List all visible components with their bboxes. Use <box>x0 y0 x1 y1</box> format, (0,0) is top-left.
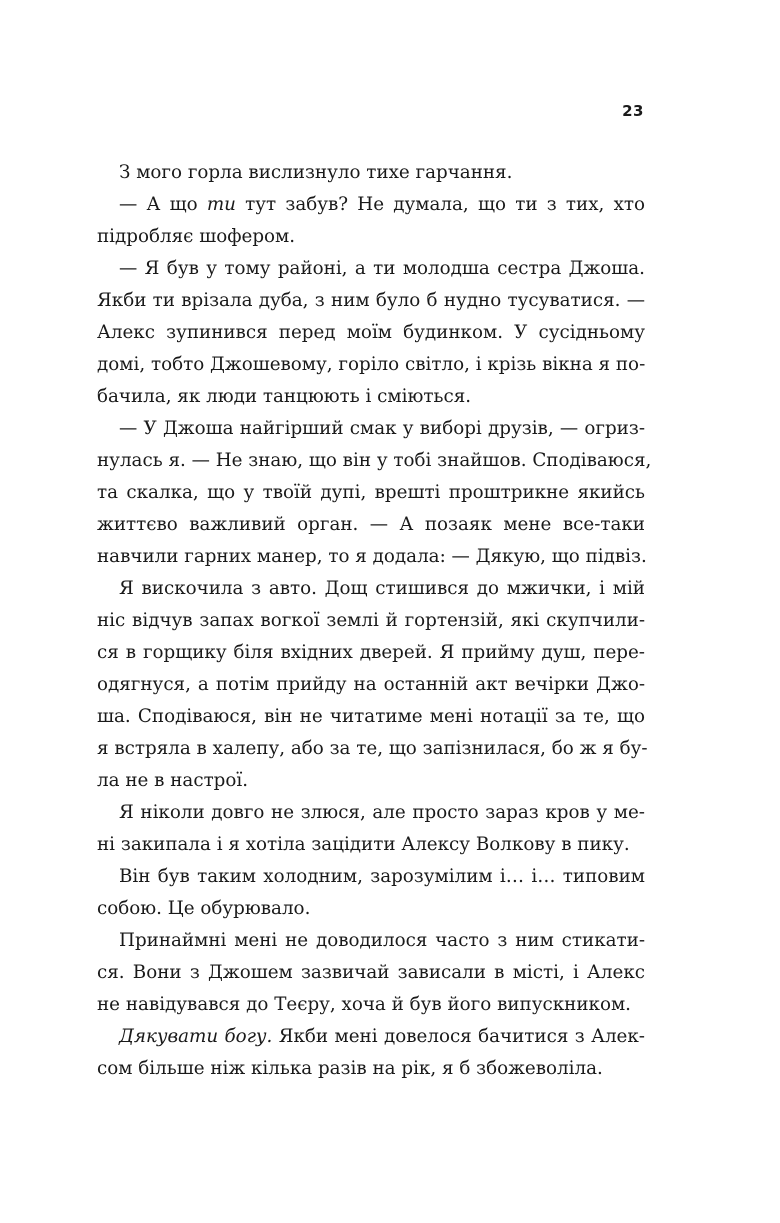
text-segment: сом більше ніж кілька разів на рік, я б збожеволіла. <box>97 1058 603 1079</box>
text-line <box>97 413 645 445</box>
text-line <box>97 573 645 605</box>
text-segment: ла не в настрої. <box>97 770 249 791</box>
text-line <box>97 317 645 349</box>
text-line <box>97 221 645 253</box>
text-line <box>97 765 645 797</box>
text-segment: — Я був у тому районі, а ти молодша сестра Джоша. <box>119 258 645 279</box>
text-line <box>97 797 645 829</box>
text-line <box>97 1053 645 1085</box>
text-line <box>97 1021 645 1053</box>
text-segment: навчили гарних манер, то я додала: — Дякую, що підвіз. <box>97 546 647 567</box>
text-line <box>97 477 645 509</box>
text-segment: — У Джоша найгірший смак у виборі друзів, — огриз- <box>119 418 645 439</box>
text-segment: я встряла в халепу, або за те, що запізнилася, бо ж я бу- <box>97 738 648 759</box>
italic-text: Дякувати богу. <box>119 1026 273 1047</box>
text-segment: — А що <box>119 194 207 215</box>
text-segment: Якби ти врізала дуба, з ним було б нудно тусуватися. — <box>97 290 645 311</box>
text-segment: нулась я. — Не знаю, що він у тобі знайшов. Сподіваюся, <box>97 450 652 471</box>
italic-text: ти <box>206 194 236 215</box>
text-line <box>97 285 645 317</box>
text-line <box>97 509 645 541</box>
text-line <box>97 541 645 573</box>
text-segment: домі, тобто Джошевому, горіло світло, і крізь вікна я по- <box>97 354 646 375</box>
text-line <box>97 925 645 957</box>
text-line <box>97 349 645 381</box>
text-segment: Я ніколи довго не злюся, але просто зараз кров у ме- <box>119 802 645 823</box>
text-segment: Він був таким холодним, зарозумілим і… і… типовим <box>119 866 645 887</box>
text-line <box>97 829 645 861</box>
text-segment: З мого горла вислизнуло тихе гарчання. <box>119 162 513 183</box>
text-segment: підробляє шофером. <box>97 226 296 247</box>
text-line <box>97 637 645 669</box>
text-segment: Алекс зупинився перед моїм будинком. У сусідньому <box>97 322 645 343</box>
text-line <box>97 669 645 701</box>
text-segment: бачила, як люди танцюють і сміються. <box>97 386 472 407</box>
text-segment: ся. Вони з Джошем зазвичай зависали в місті, і Алекс <box>97 962 645 983</box>
text-line <box>97 957 645 989</box>
text-segment: життєво важливий орган. — А позаяк мене все-таки <box>97 514 645 535</box>
text-segment: одягнуся, а потім прийду на останній акт вечірки Джо- <box>97 674 645 695</box>
text-line <box>97 861 645 893</box>
text-segment: та скалка, що у твоїй дупі, врешті проштрикне якийсь <box>97 482 645 503</box>
text-segment: не навідувався до Теєру, хоча й був його випускником. <box>97 994 631 1015</box>
text-line <box>97 605 645 637</box>
text-segment: ніс відчув запах вогкої землі й гортензій, які скупчили- <box>97 610 645 631</box>
text-segment: ша. Сподіваюся, він не читатиме мені нотації за те, що <box>97 706 645 727</box>
text-line <box>97 989 645 1021</box>
text-line <box>97 157 645 189</box>
text-segment: Принаймні мені не доводилося часто з ним стикати- <box>119 930 645 951</box>
text-segment: собою. Це обурювало. <box>97 898 311 919</box>
text-line <box>97 701 645 733</box>
body-text <box>97 157 652 1085</box>
text-segment: Я вискочила з авто. Дощ стишився до мжички, і мій <box>119 578 645 599</box>
text-segment: ся в горщику біля вхідних дверей. Я прийму душ, пере- <box>97 642 645 663</box>
text-line <box>97 381 645 413</box>
text-line <box>97 893 645 925</box>
text-segment: Якби мені довелося бачитися з Алек- <box>272 1026 645 1047</box>
text-line <box>97 445 652 477</box>
page-number: 23 <box>622 102 644 120</box>
text-segment: тут забув? Не думала, що ти з тих, хто <box>235 194 645 215</box>
text-line <box>97 733 648 765</box>
text-line <box>97 253 645 285</box>
text-line <box>97 189 645 221</box>
text-segment: ні закипала і я хотіла зацідити Алексу Волкову в пику. <box>97 834 630 855</box>
